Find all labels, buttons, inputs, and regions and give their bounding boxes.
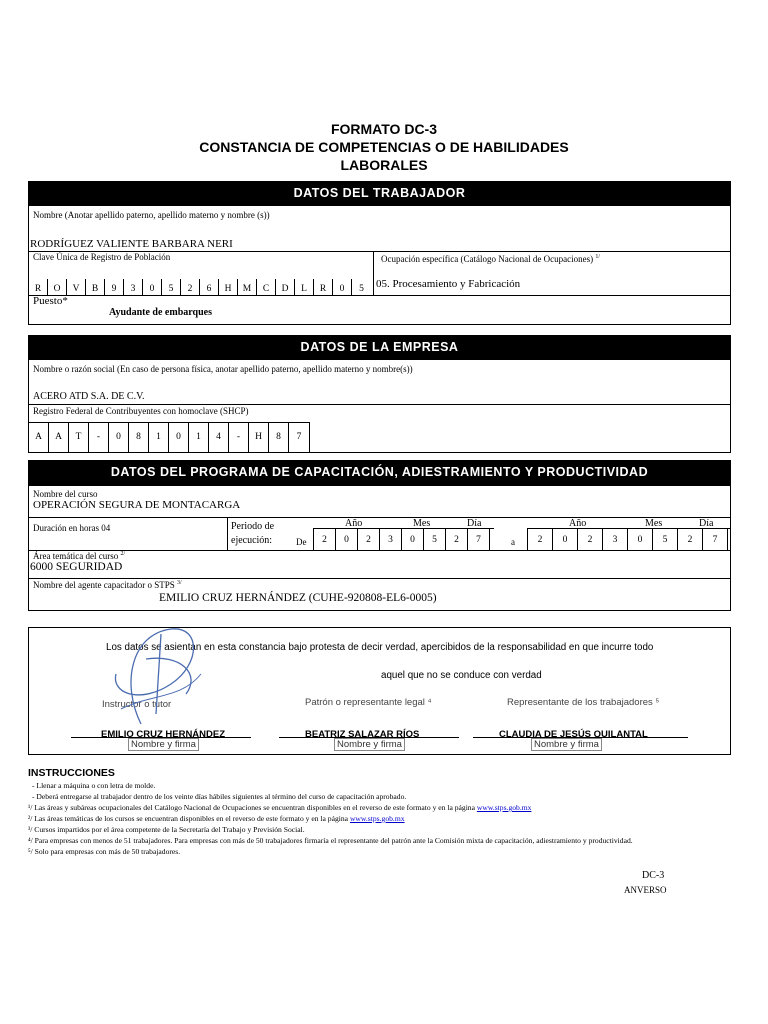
footer-side: ANVERSO [624, 885, 667, 895]
date-digit-cell: 2 [358, 529, 380, 551]
sig-col2-name: BEATRIZ SALAZAR RÍOS [305, 729, 420, 740]
curp-char-cell: D [276, 279, 295, 295]
curp-char-cell: H [219, 279, 238, 295]
end-month-label: Mes [645, 518, 663, 529]
date-digit-cell: 0 [628, 529, 653, 551]
end-day-label: Día [699, 518, 714, 529]
agente-label: Nombre del agente capacitador o STPS $^{3/}$ [33, 580, 182, 590]
rfc-char-cell: - [229, 423, 249, 453]
puesto-value: Ayudante de embarques [109, 307, 212, 318]
instruccion-item: ⁴/ Para empresas con menos de 51 trabajadores. Para empresas con más de 50 trabajadores firmaría el representante del patrón ante la Comisión mixta de capacitación, adiestramiento y productividad. [28, 836, 633, 845]
date-digit-cell: 0 [336, 529, 358, 551]
empresa-box [28, 359, 731, 453]
date-digit-cell: 2 [578, 529, 603, 551]
divider [227, 517, 228, 550]
date-digit-cell: 3 [380, 529, 402, 551]
sig-col1-caption: Nombre y firma [128, 738, 199, 751]
instruccion-item: ²/ Las áreas temáticas de los cursos se encuentran disponibles en el reverso de este formato y en la página www.stps.gob.mx [28, 814, 405, 823]
sig-col1-title: Instructor o tutor [102, 699, 172, 710]
date-digit-cell: 3 [603, 529, 628, 551]
sig-col2-title: Patrón o representante legal ⁴ [305, 697, 432, 708]
curp-char-cell: R [29, 279, 48, 295]
trabajador-box [28, 205, 731, 325]
curp-char-cell: 3 [124, 279, 143, 295]
end-date-cells [527, 528, 731, 551]
stps-link[interactable]: www.stps.gob.mx [349, 814, 405, 823]
section-header-trabajador: DATOS DEL TRABAJADOR [28, 181, 731, 205]
rfc-char-cell: 0 [109, 423, 129, 453]
date-digit-cell: 2 [446, 529, 468, 551]
rfc-char-cell: 1 [149, 423, 169, 453]
curp-char-cell: 0 [333, 279, 352, 295]
curp-char-cell: 6 [200, 279, 219, 295]
instructor-signature-image [101, 614, 211, 734]
start-month-label: Mes [413, 518, 431, 529]
curp-char-cell: 2 [181, 279, 200, 295]
form-code-title: FORMATO DC-3 [330, 121, 438, 137]
divider [373, 251, 374, 296]
instrucciones-title: INSTRUCCIONES [28, 767, 115, 779]
date-digit-cell: 0 [553, 529, 578, 551]
date-digit-cell: 5 [424, 529, 446, 551]
firmas-box [28, 627, 731, 755]
rfc-char-cell: 4 [209, 423, 229, 453]
rfc-char-cell: 0 [169, 423, 189, 453]
sig-col1-name: EMILIO CRUZ HERNÁNDEZ [101, 729, 226, 740]
stps-link[interactable]: www.stps.gob.mx [476, 803, 532, 812]
rfc-cells [29, 422, 310, 453]
start-day-label: Día [467, 518, 482, 529]
agente-value: EMILIO CRUZ HERNÁNDEZ (CUHE-920808-EL6-0005) [159, 592, 437, 604]
programa-box [28, 485, 731, 611]
form-title-line2: LABORALES [340, 157, 428, 173]
instruccion-item: ¹/ Las áreas y subáreas ocupacionales del Catálogo Nacional de Ocupaciones se encuentran disponibles en el reverso de este formato y en la página www.stps.gob.mx [28, 803, 532, 812]
ocupacion-value: 05. Procesamiento y Fabricación [376, 278, 521, 290]
a-label: a [511, 537, 515, 547]
curp-char-cell: 0 [143, 279, 162, 295]
instruccion-item: ⁵/ Solo para empresas con más de 50 trabajadores. [28, 847, 181, 856]
rfc-char-cell: A [29, 423, 49, 453]
curp-label: Clave Única de Registro de Población [33, 252, 171, 262]
instruccion-item: - Deberá entregarse al trabajador dentro de los veinte días hábiles siguientes al término del curso de capacitación aprobado. [32, 792, 407, 801]
section-header-programa: DATOS DEL PROGRAMA DE CAPACITACIÓN, ADIESTRAMIENTO Y PRODUCTIVIDAD [28, 460, 731, 485]
rfc-char-cell: A [49, 423, 69, 453]
instruccion-item: ³/ Cursos impartidos por el área competente de la Secretaría del Trabajo y Previsión Social. [28, 825, 305, 834]
divider [29, 517, 730, 518]
puesto-label: Puesto* [33, 295, 68, 307]
area-label: Área temática del curso $^{2/}$ [33, 551, 126, 561]
sig-col3-name: CLAUDIA DE JESÚS QUILANTAL [499, 729, 648, 740]
curp-char-cell: L [295, 279, 314, 295]
rfc-char-cell: - [89, 423, 109, 453]
rfc-char-cell: 1 [189, 423, 209, 453]
curp-char-cell: O [48, 279, 67, 295]
protesta-line1: Los datos se asientan en esta constancia bajo protesta de decir verdad, apercibidos de la responsabilidad en que incurre todo [106, 642, 654, 653]
duracion-label: Duración en horas 04 [33, 523, 111, 533]
rfc-char-cell: 7 [296, 432, 302, 442]
curp-char-cell: C [257, 279, 276, 295]
rfc-char-cell: 8 [129, 423, 149, 453]
sig-col3-title: Representante de los trabajadores ⁵ [507, 697, 660, 708]
start-date-cells [313, 528, 494, 551]
curso-value: OPERACIÓN SEGURA DE MONTACARGA [33, 499, 241, 511]
sig-col3-caption: Nombre y firma [531, 738, 602, 751]
curso-label: Nombre del curso [33, 489, 98, 499]
curp-cells [29, 279, 372, 295]
date-digit-cell: 2 [314, 529, 336, 551]
date-digit-cell: 5 [653, 529, 678, 551]
date-digit-cell: 2 [528, 529, 553, 551]
date-digit-cell: 2 [678, 529, 703, 551]
divider [29, 578, 730, 579]
curp-char-cell: 5 [359, 284, 364, 294]
footer-code: DC-3 [642, 870, 665, 881]
trabajador-name-label: Nombre (Anotar apellido paterno, apellido materno y nombre (s)) [33, 210, 270, 220]
start-year-label: Año [345, 518, 363, 529]
sig-col2-caption: Nombre y firma [334, 738, 405, 751]
trabajador-name-value: RODRÍGUEZ VALIENTE BARBARA NERI [30, 238, 233, 250]
rfc-char-cell: T [69, 423, 89, 453]
date-digit-cell: 7 [703, 529, 728, 551]
divider [29, 550, 730, 551]
curp-char-cell: 9 [105, 279, 124, 295]
periodo-label-2: ejecución: [231, 535, 273, 546]
empresa-name-value: ACERO ATD S.A. DE C.V. [33, 391, 145, 402]
rfc-char-cell: 8 [269, 423, 289, 453]
date-digit-cell: 7 [468, 529, 490, 551]
form-title-line1: CONSTANCIA DE COMPETENCIAS O DE HABILIDADES [199, 139, 569, 155]
periodo-label-1: Periodo de [231, 521, 275, 532]
protesta-line2: aquel que no se conduce con verdad [381, 670, 542, 681]
rfc-char-cell: H [249, 423, 269, 453]
area-value: 6000 SEGURIDAD [30, 561, 123, 573]
curp-char-cell: B [86, 279, 105, 295]
divider [29, 295, 730, 296]
rfc-label: Registro Federal de Contribuyentes con homoclave (SHCP) [33, 406, 249, 416]
curp-char-cell: R [314, 279, 333, 295]
divider [29, 404, 730, 405]
ocupacion-label: Ocupación específica (Catálogo Nacional de Ocupaciones) $^{1/}$ [381, 254, 601, 264]
de-label: De [296, 537, 307, 547]
end-year-label: Año [569, 518, 587, 529]
instrucciones-list [28, 780, 633, 857]
curp-char-cell: V [67, 279, 86, 295]
section-header-empresa: DATOS DE LA EMPRESA [28, 335, 731, 359]
empresa-name-label: Nombre o razón social (En caso de persona física, anotar apellido paterno, apellido materno y nombre(s)) [33, 364, 413, 374]
date-digit-cell: 0 [402, 529, 424, 551]
curp-char-cell: 5 [162, 279, 181, 295]
instruccion-item: - Llenar a máquina o con letra de molde. [32, 781, 156, 790]
curp-char-cell: M [238, 279, 257, 295]
